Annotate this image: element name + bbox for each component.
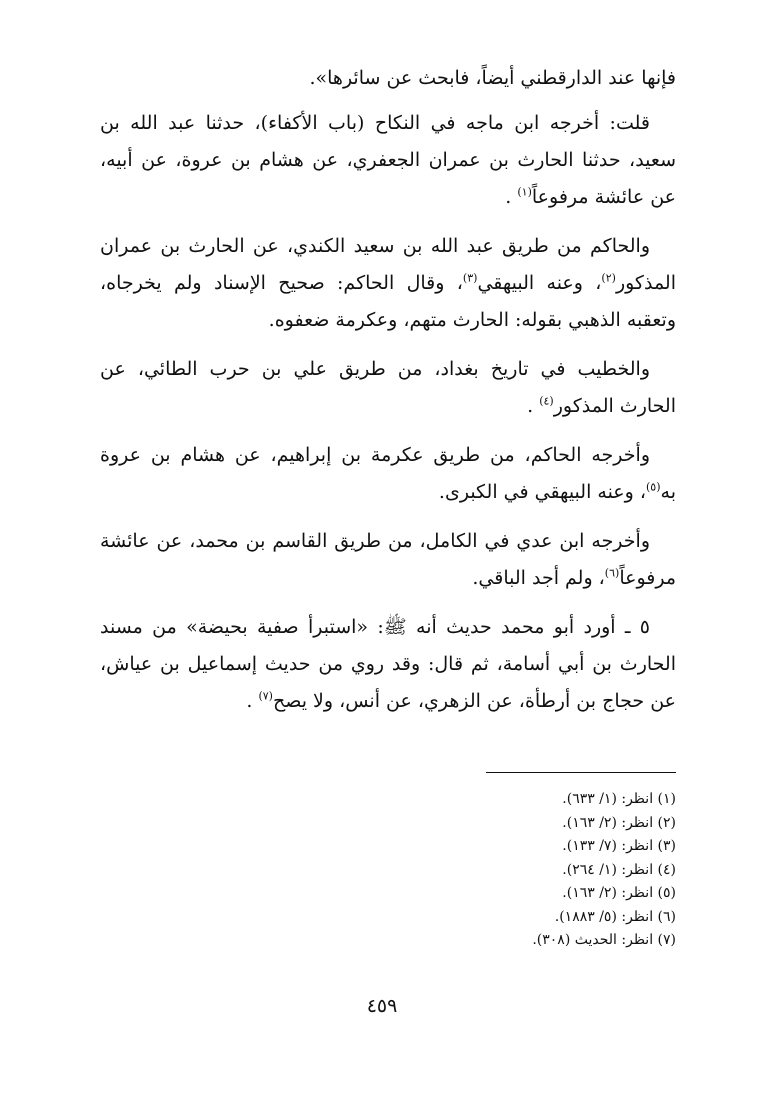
footnote-ref-5[interactable]: (٥) bbox=[646, 480, 661, 494]
page-content bbox=[100, 60, 676, 948]
footnote-ref-3[interactable]: (٣) bbox=[462, 271, 478, 285]
footnotes bbox=[532, 788, 676, 953]
paragraph-6-text: وأخرجه ابن عدي في الكامل، من طريق القاسم بن محمد، عن عائشة مرفوعاً bbox=[100, 530, 676, 589]
footnote-7: (٧) انظر: الحديث (٣٠٨). bbox=[532, 932, 676, 948]
paragraph-5-tail: ، وعنه البيهقي في الكبرى. bbox=[438, 481, 646, 503]
paragraph-6-tail: ، ولم أجد الباقي. bbox=[472, 567, 605, 589]
paragraph-7-tail: . bbox=[246, 690, 259, 712]
paragraph-2-tail: . bbox=[505, 186, 518, 208]
paragraph-4-tail: . bbox=[527, 395, 540, 417]
body-text bbox=[100, 60, 676, 720]
footnote-ref-4[interactable]: (٤) bbox=[539, 394, 554, 408]
footnote-ref-7[interactable]: (٧) bbox=[258, 689, 273, 703]
paragraph-3-text-b: ، وعنه البيهقي bbox=[477, 272, 602, 294]
paragraph-7 bbox=[100, 609, 676, 720]
footnote-1: (١) انظر: (١/ ٦٣٣). bbox=[562, 791, 676, 807]
paragraph-1-text: فإنها عند الدارقطني أيضاً، فابحث عن سائرها». bbox=[309, 67, 676, 89]
page-number: ٤٥٩ bbox=[366, 995, 398, 1017]
footnote-5: (٥) انظر: (٢/ ١٦٣). bbox=[562, 885, 676, 901]
paragraph-5-text: وأخرجه الحاكم، من طريق عكرمة بن إبراهيم، عن هشام بن عروة به bbox=[100, 444, 676, 503]
paragraph-5 bbox=[100, 437, 676, 511]
footnote-4: (٤) انظر: (١/ ٢٦٤). bbox=[562, 861, 676, 878]
paragraph-2 bbox=[100, 105, 676, 216]
paragraph-4-text: والخطيب في تاريخ بغداد، من طريق علي بن حرب الطائي، عن الحارث المذكور bbox=[100, 358, 676, 417]
paragraph-7-text: ٥ ـ أورد أبو محمد حديث أنه ﷺ: «استبرأ صفية بحيضة» من مسند الحارث بن أبي أسامة، ثم قال: وقد روي من حديث إسماعيل بن عياش، عن حجاج بن أرطأة، عن الزهري، عن أنس، ولا يصح bbox=[100, 616, 676, 712]
paragraph-6 bbox=[100, 523, 676, 597]
paragraph-4 bbox=[100, 351, 676, 425]
footnote-ref-6[interactable]: (٦) bbox=[604, 566, 620, 580]
paragraph-1 bbox=[100, 60, 676, 97]
footnote-ref-1[interactable]: (١) bbox=[517, 185, 532, 199]
paragraph-3 bbox=[100, 228, 676, 339]
footnote-6: (٦) انظر: (٥/ ١٨٨٣). bbox=[554, 908, 676, 925]
paragraph-2-text: قلت: أخرجه ابن ماجه في النكاح (باب الأكفاء)، حدثنا عبد الله بن سعيد، حدثنا الحارث بن عمران الجعفري، عن هشام بن عروة، عن أبيه، عن عائشة مرفوعاً bbox=[100, 112, 676, 208]
paragraph-3-text-a: والحاكم من طريق عبد الله بن سعيد الكندي، عن الحارث بن عمران المذكور bbox=[100, 235, 676, 294]
footnote-ref-2[interactable]: (٢) bbox=[601, 271, 616, 285]
footnote-divider bbox=[486, 772, 676, 773]
footnote-3: (٣) انظر: (٧/ ١٣٣). bbox=[562, 838, 676, 854]
footnote-2: (٢) انظر: (٢/ ١٦٣). bbox=[562, 814, 676, 831]
paragraph-3-text-c: ، وقال الحاكم: صحيح الإسناد ولم يخرجاه، وتعقبه الذهبي بقوله: الحارث متهم، وعكرمة ضعفوه. bbox=[100, 272, 676, 331]
